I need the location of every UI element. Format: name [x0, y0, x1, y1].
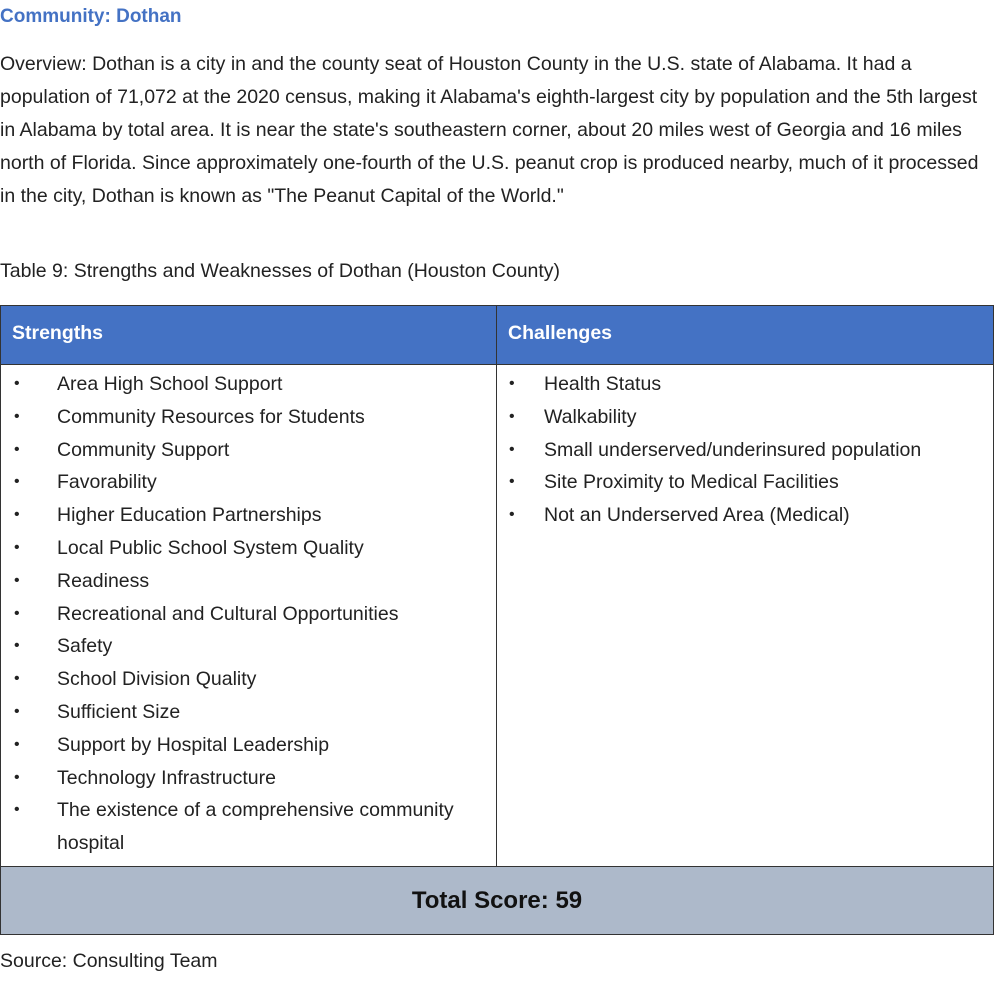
overview-paragraph: Overview: Dothan is a city in and the county seat of Houston County in the U.S. state of Alabama. It had a population of 71,072 at the 2020 census, making it Alabama's eighth-largest city by population and the 5th largest in Alabama by total area. It is near the state's southeastern corner, about 20 miles west of Georgia and 16 miles north of Florida. Since approximately one-fourth of the U.S. peanut crop is produced nearby, much of it processed in the city, Dothan is known as "The Peanut Capital of the World." [0, 53, 979, 207]
strength-item [1, 729, 496, 762]
strength-item [1, 499, 496, 532]
total-score-row [1, 867, 993, 934]
strength-item-label: Sufficient Size [57, 700, 181, 723]
strength-item [1, 762, 496, 795]
strength-item [1, 466, 496, 499]
strength-item [1, 532, 496, 565]
strength-item-label: Recreational and Cultural Opportunities [57, 602, 399, 625]
challenge-item [497, 499, 993, 532]
bullet-icon: • [14, 506, 20, 524]
strength-item-label: Community Support [57, 438, 230, 461]
source-note: Source: Consulting Team [0, 950, 218, 972]
challenges-list [497, 368, 993, 532]
bullet-icon: • [14, 801, 20, 819]
bullet-icon: • [14, 440, 20, 458]
strength-item [1, 794, 496, 860]
bullet-icon: • [14, 375, 20, 392]
strength-item [1, 368, 496, 401]
strengths-header: Strengths [1, 306, 497, 364]
bullet-icon: • [14, 604, 20, 622]
bullet-icon: • [509, 375, 515, 392]
table-header-row [1, 306, 993, 365]
bullet-icon: • [509, 506, 515, 524]
bullet-icon: • [509, 440, 515, 458]
bullet-icon: • [14, 571, 20, 589]
challenge-item [497, 466, 993, 499]
strength-item-label: Local Public School System Quality [57, 536, 364, 559]
bullet-icon: • [14, 702, 20, 720]
strength-item-label: Area High School Support [57, 373, 283, 395]
strength-item [1, 434, 496, 467]
strength-item [1, 696, 496, 729]
challenge-item [497, 401, 993, 434]
strength-item [1, 630, 496, 663]
strength-item-label: Support by Hospital Leadership [57, 733, 330, 756]
total-score: Total Score: 59 [411, 886, 583, 914]
strength-item-label: School Division Quality [57, 668, 257, 691]
strength-item-label: Favorability [57, 471, 157, 494]
challenge-item-label: Small underserved/underinsured population [544, 438, 922, 461]
strength-item-label: Safety [57, 635, 113, 658]
strengths-challenges-table [0, 305, 994, 935]
bullet-icon: • [14, 538, 20, 556]
bullet-icon: • [14, 735, 20, 753]
bullet-icon: • [14, 407, 20, 425]
table-body-row [1, 365, 993, 867]
challenge-item [497, 434, 993, 467]
strength-item [1, 565, 496, 598]
challenge-item-label: Health Status [544, 373, 662, 395]
bullet-icon: • [14, 768, 20, 786]
bullet-icon: • [14, 473, 20, 491]
challenge-item-label: Site Proximity to Medical Facilities [544, 471, 839, 494]
strength-item [1, 663, 496, 696]
table-caption: Table 9: Strengths and Weaknesses of Dothan (Houston County) [0, 260, 561, 282]
challenge-item-label: Not an Underserved Area (Medical) [544, 504, 850, 527]
strength-item [1, 401, 496, 434]
bullet-icon: • [14, 670, 20, 688]
strength-item-label: Higher Education Partnerships [57, 504, 322, 527]
challenges-column [497, 365, 993, 866]
challenges-header: Challenges [508, 322, 613, 344]
strength-item-label: Technology Infrastructure [57, 766, 276, 789]
strength-item [1, 598, 496, 631]
bullet-icon: • [509, 473, 515, 491]
strengths-list [1, 368, 496, 860]
challenge-item-label: Walkability [544, 405, 637, 428]
strength-item-label: Community Resources for Students [57, 405, 365, 428]
bullet-icon: • [509, 407, 515, 425]
strengths-column [1, 365, 497, 866]
community-heading: Community: Dothan [0, 6, 182, 27]
strength-item-label: The existence of a comprehensive community hospital [57, 799, 454, 855]
strength-item-label: Readiness [57, 569, 150, 592]
challenge-item [497, 368, 993, 401]
bullet-icon: • [14, 637, 20, 655]
